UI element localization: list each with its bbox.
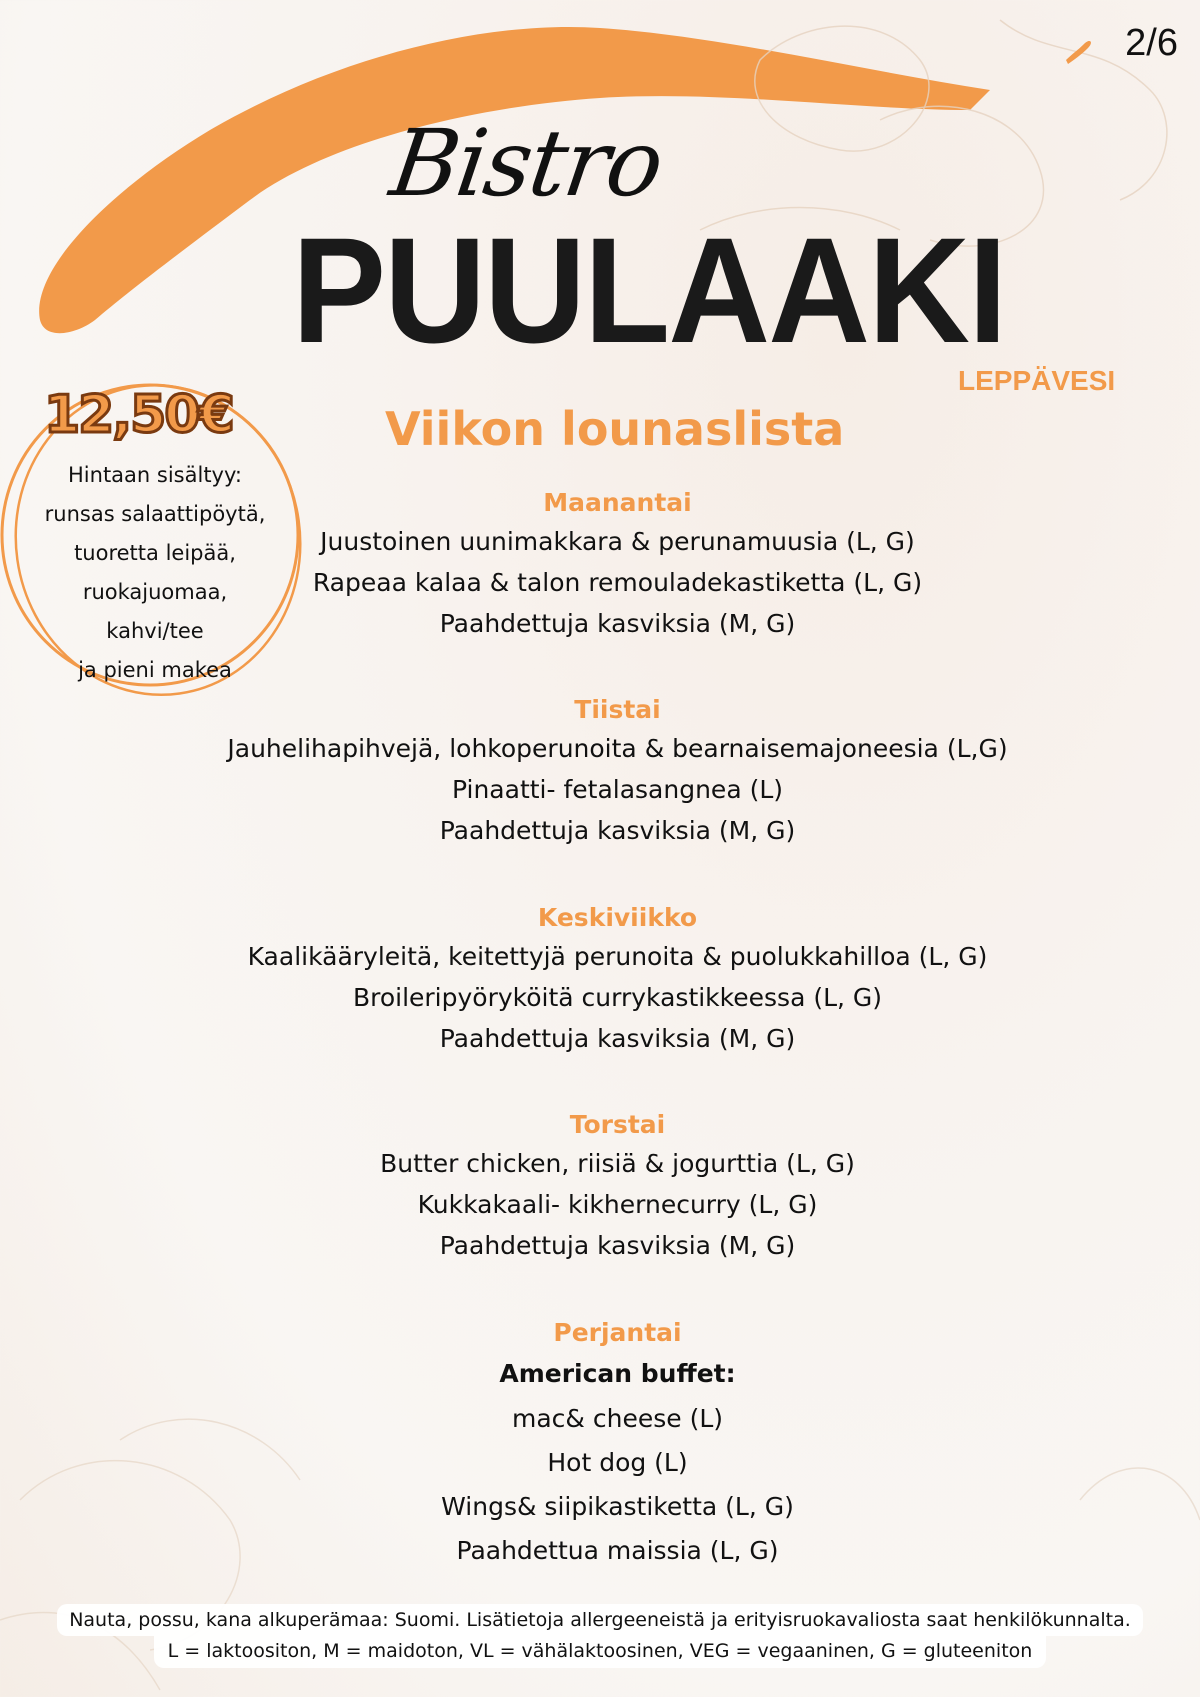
price-includes-line: ja pieni makea — [78, 658, 232, 682]
price-label: 12,50€ — [44, 385, 233, 445]
brand-name: PUULAAKI — [292, 206, 1006, 374]
dish: mac& cheese (L) — [512, 1404, 723, 1433]
price-includes-line: tuoretta leipää, — [74, 541, 236, 565]
day-name: Tiistai — [574, 695, 661, 724]
price-includes-line: kahvi/tee — [106, 619, 204, 643]
price-includes-line: Hintaan sisältyy: — [68, 463, 242, 487]
allergen-legend: L = laktoositon, M = maidoton, VL = vähälaktoosinen, VEG = vegaaninen, G = gluteeniton — [154, 1636, 1047, 1668]
page-indicator: 2/6 — [1125, 22, 1178, 64]
dish: Jauhelihapihvejä, lohkoperunoita & bearnaisemajoneesia (L,G) — [227, 734, 1008, 763]
day-name: Maanantai — [543, 488, 692, 517]
day-section-monday — [0, 488, 1200, 644]
dish: Paahdettuja kasviksia (M, G) — [439, 1024, 796, 1053]
dish: Hot dog (L) — [547, 1448, 688, 1477]
dish: Kaalikääryleitä, keitettyjä perunoita & puolukkahilloa (L, G) — [247, 942, 988, 971]
dish: Paahdettuja kasviksia (M, G) — [439, 609, 796, 638]
dish: Paahdettuja kasviksia (M, G) — [439, 1231, 796, 1260]
day-section-thursday — [0, 1110, 1200, 1266]
dish: Paahdettuja kasviksia (M, G) — [439, 816, 796, 845]
day-section-friday — [0, 1318, 1200, 1573]
day-name: Torstai — [569, 1110, 666, 1139]
day-section-tuesday — [0, 695, 1200, 851]
dish: Broileripyöryköitä currykastikkeessa (L, G) — [352, 983, 883, 1012]
menu-title: Viikon lounaslista — [385, 402, 845, 456]
brand-script: Bistro — [384, 110, 669, 217]
price-includes-line: runsas salaattipöytä, — [44, 502, 266, 526]
day-name: Keskiviikko — [537, 903, 698, 932]
price-includes-line: ruokajuomaa, — [82, 580, 228, 604]
brand-location: LEPPÄVESI — [958, 365, 1116, 396]
dish: Kukkakaali- kikhernecurry (L, G) — [417, 1190, 818, 1219]
dish: Butter chicken, riisiä & jogurttia (L, G) — [380, 1149, 855, 1178]
footer-notes — [14, 1604, 1186, 1668]
buffet-heading: American buffet: — [499, 1359, 736, 1388]
dish: Pinaatti- fetalasangnea (L) — [451, 775, 784, 804]
dish: Paahdettua maissia (L, G) — [456, 1536, 779, 1565]
day-section-wednesday — [0, 903, 1200, 1059]
day-name: Perjantai — [553, 1318, 682, 1347]
dish: Juustoinen uunimakkara & perunamuusia (L, G) — [320, 527, 915, 556]
dish: Rapeaa kalaa & talon remouladekastiketta (L, G) — [312, 568, 923, 597]
origin-note: Nauta, possu, kana alkuperämaa: Suomi. Lisätietoja allergeeneistä ja erityisruokavaliosta saat henkilökunnalta. — [57, 1604, 1143, 1636]
page-indicator-dash-icon — [1062, 36, 1096, 66]
dish: Wings& siipikastiketta (L, G) — [441, 1492, 794, 1521]
